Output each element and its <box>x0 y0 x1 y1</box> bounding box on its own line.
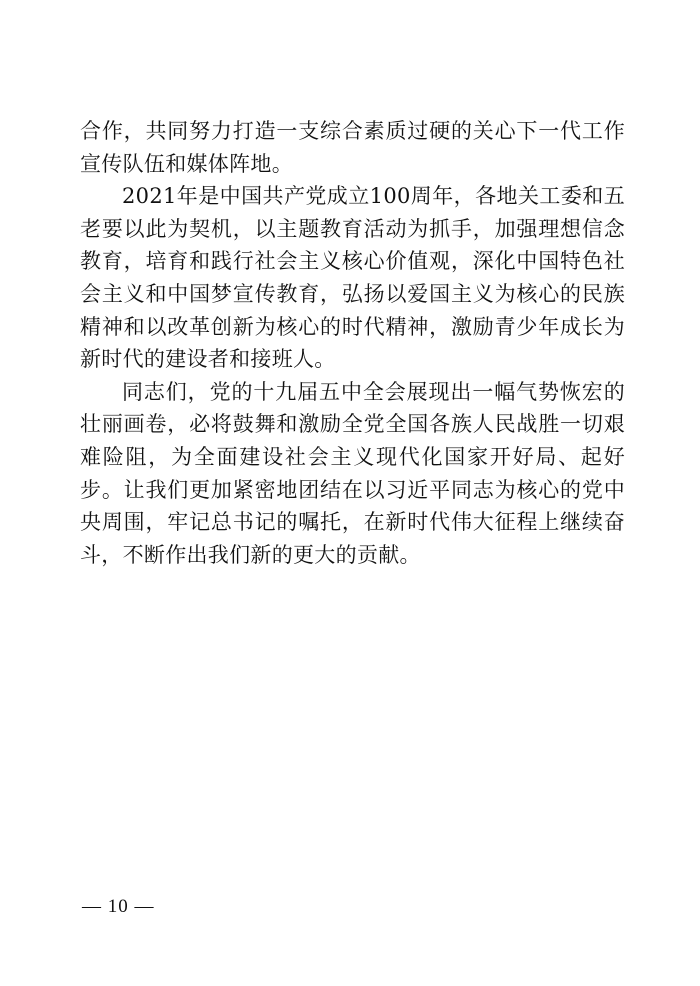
paragraph-closing: 同志们，党的十九届五中全会展现出一幅气势恢宏的壮丽画卷，必将鼓舞和激励全党全国各族人民战胜一切艰难险阻，为全面建设社会主义现代化国家开好局、起好步。让我们更加紧密地团结在以习近平同志为核心的党中央周围，牢记总书记的嘱托，在新时代伟大征程上继续奋斗，不断作出我们新的更大的贡献。 <box>80 379 625 567</box>
page-number: — 10 — <box>82 896 155 917</box>
paragraph-centenary: 2021年是中国共产党成立100周年，各地关工委和五老要以此为契机，以主题教育活动为抓手，加强理想信念教育，培育和践行社会主义核心价值观，深化中国特色社会主义和中国梦宣传教育，弘扬以爱国主义为核心的民族精神和以改革创新为核心的时代精神，激励青少年成长为新时代的建设者和接班人。 <box>80 184 625 372</box>
document-body <box>80 115 625 571</box>
paragraph-continuation: 合作，共同努力打造一支综合素质过硬的关心下一代工作宣传队伍和媒体阵地。 <box>80 119 625 176</box>
